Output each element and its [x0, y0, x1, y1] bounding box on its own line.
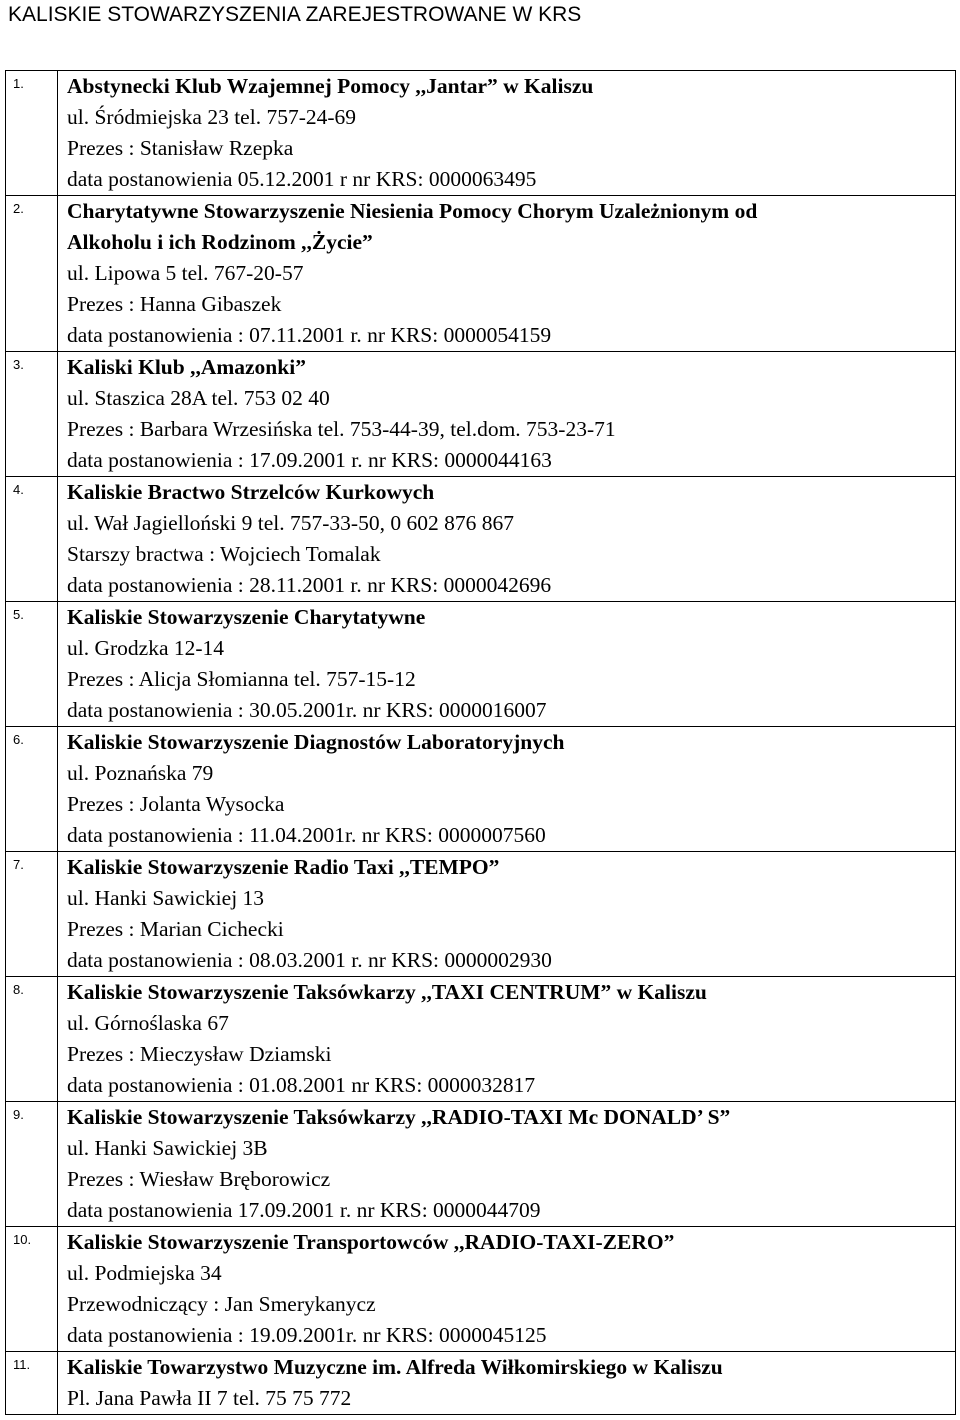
org-name: Kaliskie Stowarzyszenie Diagnostów Laboratoryjnych [67, 730, 565, 754]
entry-details [58, 852, 956, 977]
table-row [6, 602, 956, 727]
entry-number: 5. [6, 602, 58, 727]
org-address: Pl. Jana Pawła II 7 tel. 75 75 772 [67, 1386, 352, 1410]
entry-number: 11. [6, 1352, 58, 1415]
org-representative: Przewodniczący : Jan Smerykanycz [67, 1292, 376, 1316]
org-representative: Prezes : Alicja Słomianna tel. 757-15-12 [67, 667, 416, 691]
entry-details [58, 1227, 956, 1352]
org-representative: Prezes : Hanna Gibaszek [67, 292, 282, 316]
org-registration: data postanowienia : 01.08.2001 nr KRS: 0000032817 [67, 1073, 536, 1097]
table-row [6, 1227, 956, 1352]
entry-number: 8. [6, 977, 58, 1102]
org-registration: data postanowienia : 17.09.2001 r. nr KRS: 0000044163 [67, 448, 552, 472]
entry-details [58, 1102, 956, 1227]
entry-details [58, 477, 956, 602]
org-name: Kaliskie Bractwo Strzelców Kurkowych [67, 480, 435, 504]
page-title: KALISKIE STOWARZYSZENIA ZAREJESTROWANE W KRS [8, 3, 582, 26]
org-registration: data postanowienia 05.12.2001 r nr KRS: 0000063495 [67, 167, 537, 191]
entry-details [58, 1352, 956, 1415]
table-row [6, 196, 956, 352]
entry-number: 2. [6, 196, 58, 352]
org-representative: Prezes : Wiesław Bręborowicz [67, 1167, 331, 1191]
org-name: Kaliskie Stowarzyszenie Taksówkarzy ,,TAXI CENTRUM” w Kaliszu [67, 980, 707, 1004]
org-registration: data postanowienia : 28.11.2001 r. nr KRS: 0000042696 [67, 573, 552, 597]
entry-details [58, 71, 956, 196]
table-row [6, 852, 956, 977]
org-registration: data postanowienia : 07.11.2001 r. nr KRS: 0000054159 [67, 323, 552, 347]
org-registration: data postanowienia : 11.04.2001r. nr KRS: 0000007560 [67, 823, 546, 847]
entry-number: 4. [6, 477, 58, 602]
org-address: ul. Lipowa 5 tel. 767-20-57 [67, 261, 304, 285]
entry-details [58, 352, 956, 477]
org-address: ul. Hanki Sawickiej 13 [67, 886, 265, 910]
org-address: ul. Poznańska 79 [67, 761, 214, 785]
entry-number: 7. [6, 852, 58, 977]
entry-details [58, 602, 956, 727]
table-row [6, 1102, 956, 1227]
table-row [6, 477, 956, 602]
org-name: Charytatywne Stowarzyszenie Niesienia Pomocy Chorym Uzależnionym od [67, 199, 758, 223]
org-name: Kaliskie Stowarzyszenie Transportowców ,,RADIO-TAXI-ZERO” [67, 1230, 675, 1254]
org-address: ul. Śródmiejska 23 tel. 757-24-69 [67, 105, 357, 129]
org-representative: Prezes : Marian Cichecki [67, 917, 284, 941]
org-representative: Prezes : Stanisław Rzepka [67, 136, 294, 160]
entry-number: 10. [6, 1227, 58, 1352]
entry-number: 6. [6, 727, 58, 852]
org-address: ul. Górnoślaska 67 [67, 1011, 229, 1035]
org-address: ul. Wał Jagielloński 9 tel. 757-33-50, 0 602 876 867 [67, 511, 514, 535]
org-name: Kaliski Klub ,,Amazonki” [67, 355, 306, 379]
org-name-continued: Alkoholu i ich Rodzinom ,,Życie” [67, 230, 373, 254]
org-name: Kaliskie Towarzystwo Muzyczne im. Alfreda Wiłkomirskiego w Kaliszu [67, 1355, 723, 1379]
org-registration: data postanowienia 17.09.2001 r. nr KRS: 0000044709 [67, 1198, 541, 1222]
org-name: Kaliskie Stowarzyszenie Taksówkarzy ,,RADIO-TAXI Mc DONALD’ S” [67, 1105, 731, 1129]
entry-number: 3. [6, 352, 58, 477]
entry-details [58, 196, 956, 352]
org-name: Kaliskie Stowarzyszenie Charytatywne [67, 605, 426, 629]
org-address: ul. Podmiejska 34 [67, 1261, 222, 1285]
org-representative: Prezes : Mieczysław Dziamski [67, 1042, 332, 1066]
org-registration: data postanowienia : 30.05.2001r. nr KRS: 0000016007 [67, 698, 547, 722]
org-representative: Prezes : Jolanta Wysocka [67, 792, 285, 816]
org-address: ul. Staszica 28A tel. 753 02 40 [67, 386, 330, 410]
table-row [6, 977, 956, 1102]
org-registration: data postanowienia : 19.09.2001r. nr KRS: 0000045125 [67, 1323, 547, 1347]
table-row [6, 727, 956, 852]
entry-details [58, 977, 956, 1102]
table-row [6, 1352, 956, 1415]
org-address: ul. Hanki Sawickiej 3B [67, 1136, 268, 1160]
entry-number: 1. [6, 71, 58, 196]
table-row [6, 352, 956, 477]
org-registration: data postanowienia : 08.03.2001 r. nr KRS: 0000002930 [67, 948, 552, 972]
org-name: Kaliskie Stowarzyszenie Radio Taxi ,,TEMPO” [67, 855, 500, 879]
organizations-table [5, 70, 956, 1415]
org-address: ul. Grodzka 12-14 [67, 636, 225, 660]
entry-details [58, 727, 956, 852]
org-name: Abstynecki Klub Wzajemnej Pomocy ,,Jantar” w Kaliszu [67, 74, 594, 98]
org-representative: Starszy bractwa : Wojciech Tomalak [67, 542, 381, 566]
table-row [6, 71, 956, 196]
org-representative: Prezes : Barbara Wrzesińska tel. 753-44-39, tel.dom. 753-23-71 [67, 417, 616, 441]
entry-number: 9. [6, 1102, 58, 1227]
